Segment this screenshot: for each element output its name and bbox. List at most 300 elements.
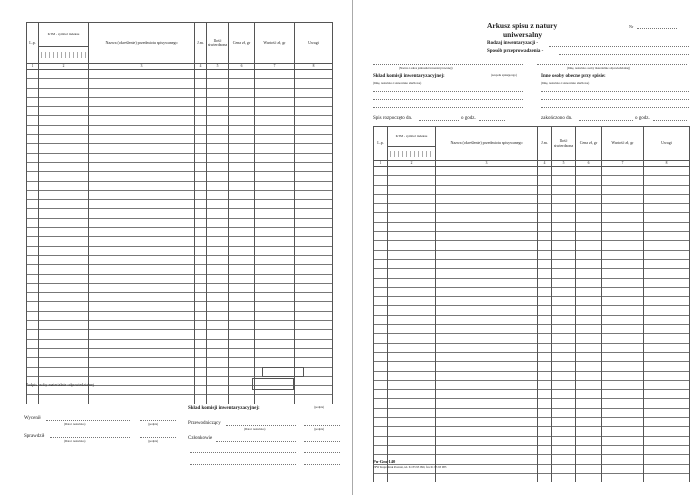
table-cell[interactable] — [89, 190, 195, 199]
table-cell[interactable] — [602, 269, 644, 278]
table-cell[interactable] — [207, 70, 229, 79]
table-cell[interactable] — [39, 358, 89, 367]
table-cell[interactable] — [195, 293, 207, 302]
rodzaj-line[interactable] — [549, 46, 689, 47]
table-cell[interactable] — [229, 302, 255, 311]
nr-line[interactable] — [637, 28, 677, 29]
table-cell[interactable] — [576, 167, 602, 176]
table-cell[interactable] — [374, 445, 388, 454]
table-cell[interactable] — [27, 358, 39, 367]
table-cell[interactable] — [207, 237, 229, 246]
table-cell[interactable] — [388, 222, 436, 231]
table-cell[interactable] — [255, 395, 295, 404]
table-cell[interactable] — [552, 418, 576, 427]
table-cell[interactable] — [436, 445, 538, 454]
table-cell[interactable] — [436, 250, 538, 259]
table-cell[interactable] — [27, 367, 39, 376]
sposob-line[interactable] — [559, 54, 689, 55]
table-cell[interactable] — [552, 334, 576, 343]
table-cell[interactable] — [229, 283, 255, 292]
table-cell[interactable] — [229, 367, 255, 376]
table-cell[interactable] — [602, 250, 644, 259]
table-cell[interactable] — [374, 204, 388, 213]
table-cell[interactable] — [374, 306, 388, 315]
table-cell[interactable] — [295, 339, 333, 348]
table-cell[interactable] — [602, 306, 644, 315]
table-cell[interactable] — [538, 185, 552, 194]
table-cell[interactable] — [27, 265, 39, 274]
table-cell[interactable] — [374, 399, 388, 408]
table-cell[interactable] — [39, 367, 89, 376]
table-cell[interactable] — [207, 339, 229, 348]
table-cell[interactable] — [644, 362, 690, 371]
table-cell[interactable] — [27, 209, 39, 218]
table-cell[interactable] — [552, 399, 576, 408]
table-cell[interactable] — [644, 445, 690, 454]
table-cell[interactable] — [255, 348, 295, 357]
table-cell[interactable] — [576, 362, 602, 371]
osoba-line[interactable] — [537, 64, 687, 65]
table-cell[interactable] — [295, 283, 333, 292]
table-cell[interactable] — [644, 287, 690, 296]
table-cell[interactable] — [552, 185, 576, 194]
table-cell[interactable] — [552, 287, 576, 296]
table-cell[interactable] — [39, 265, 89, 274]
table-cell[interactable] — [602, 315, 644, 324]
table-cell[interactable] — [195, 255, 207, 264]
table-cell[interactable] — [644, 241, 690, 250]
table-cell[interactable] — [195, 367, 207, 376]
table-cell[interactable] — [436, 176, 538, 185]
table-cell[interactable] — [39, 181, 89, 190]
table-cell[interactable] — [207, 125, 229, 134]
table-cell[interactable] — [207, 200, 229, 209]
table-cell[interactable] — [538, 194, 552, 203]
table-cell[interactable] — [89, 162, 195, 171]
table-cell[interactable] — [374, 241, 388, 250]
table-cell[interactable] — [388, 176, 436, 185]
table-cell[interactable] — [644, 380, 690, 389]
table-cell[interactable] — [195, 274, 207, 283]
table-cell[interactable] — [27, 218, 39, 227]
table-cell[interactable] — [538, 445, 552, 454]
table-cell[interactable] — [89, 172, 195, 181]
sklad-line-3[interactable] — [373, 107, 523, 108]
table-cell[interactable] — [602, 445, 644, 454]
table-cell[interactable] — [295, 237, 333, 246]
table-cell[interactable] — [295, 70, 333, 79]
table-cell[interactable] — [576, 464, 602, 473]
table-cell[interactable] — [255, 330, 295, 339]
table-cell[interactable] — [295, 376, 333, 385]
table-cell[interactable] — [576, 278, 602, 287]
table-cell[interactable] — [602, 455, 644, 464]
table-cell[interactable] — [255, 116, 295, 125]
table-cell[interactable] — [644, 427, 690, 436]
table-cell[interactable] — [229, 246, 255, 255]
start-godz-line[interactable] — [479, 120, 505, 121]
table-cell[interactable] — [295, 274, 333, 283]
table-cell[interactable] — [27, 153, 39, 162]
table-cell[interactable] — [552, 343, 576, 352]
table-cell[interactable] — [89, 348, 195, 357]
table-cell[interactable] — [602, 185, 644, 194]
table-cell[interactable] — [27, 190, 39, 199]
table-cell[interactable] — [576, 204, 602, 213]
table-cell[interactable] — [195, 246, 207, 255]
table-cell[interactable] — [388, 185, 436, 194]
table-cell[interactable] — [374, 213, 388, 222]
table-cell[interactable] — [207, 162, 229, 171]
table-cell[interactable] — [39, 395, 89, 404]
table-cell[interactable] — [538, 380, 552, 389]
table-cell[interactable] — [538, 464, 552, 473]
table-cell[interactable] — [602, 287, 644, 296]
table-cell[interactable] — [195, 70, 207, 79]
table-cell[interactable] — [374, 343, 388, 352]
table-cell[interactable] — [552, 436, 576, 445]
table-cell[interactable] — [388, 362, 436, 371]
table-cell[interactable] — [27, 200, 39, 209]
table-cell[interactable] — [644, 399, 690, 408]
table-cell[interactable] — [295, 107, 333, 116]
table-cell[interactable] — [576, 445, 602, 454]
table-cell[interactable] — [195, 79, 207, 88]
table-cell[interactable] — [576, 297, 602, 306]
table-cell[interactable] — [255, 88, 295, 97]
table-cell[interactable] — [89, 181, 195, 190]
table-cell[interactable] — [39, 237, 89, 246]
table-cell[interactable] — [89, 88, 195, 97]
table-cell[interactable] — [388, 325, 436, 334]
table-cell[interactable] — [255, 70, 295, 79]
table-cell[interactable] — [374, 418, 388, 427]
table-cell[interactable] — [374, 222, 388, 231]
inne-line-1[interactable] — [541, 91, 689, 92]
table-cell[interactable] — [295, 144, 333, 153]
table-cell[interactable] — [644, 176, 690, 185]
table-cell[interactable] — [602, 232, 644, 241]
table-cell[interactable] — [436, 232, 538, 241]
table-cell[interactable] — [195, 88, 207, 97]
table-cell[interactable] — [374, 269, 388, 278]
table-cell[interactable] — [255, 228, 295, 237]
table-cell[interactable] — [89, 125, 195, 134]
table-cell[interactable] — [295, 255, 333, 264]
table-cell[interactable] — [552, 297, 576, 306]
table-cell[interactable] — [436, 334, 538, 343]
table-cell[interactable] — [195, 358, 207, 367]
table-cell[interactable] — [644, 167, 690, 176]
table-cell[interactable] — [39, 125, 89, 134]
table-cell[interactable] — [255, 302, 295, 311]
table-cell[interactable] — [576, 352, 602, 361]
table-cell[interactable] — [207, 367, 229, 376]
table-cell[interactable] — [295, 395, 333, 404]
table-cell[interactable] — [602, 204, 644, 213]
table-cell[interactable] — [39, 107, 89, 116]
table-cell[interactable] — [576, 473, 602, 482]
table-cell[interactable] — [374, 232, 388, 241]
table-cell[interactable] — [552, 250, 576, 259]
table-cell[interactable] — [644, 194, 690, 203]
table-cell[interactable] — [207, 135, 229, 144]
table-cell[interactable] — [255, 283, 295, 292]
table-cell[interactable] — [602, 194, 644, 203]
table-cell[interactable] — [295, 209, 333, 218]
end-godz-line[interactable] — [653, 120, 687, 121]
table-cell[interactable] — [436, 473, 538, 482]
table-cell[interactable] — [576, 418, 602, 427]
table-cell[interactable] — [89, 339, 195, 348]
table-cell[interactable] — [552, 213, 576, 222]
table-cell[interactable] — [576, 287, 602, 296]
table-cell[interactable] — [602, 390, 644, 399]
table-cell[interactable] — [436, 204, 538, 213]
table-cell[interactable] — [295, 358, 333, 367]
table-cell[interactable] — [27, 274, 39, 283]
table-cell[interactable] — [255, 190, 295, 199]
table-cell[interactable] — [27, 311, 39, 320]
table-cell[interactable] — [207, 181, 229, 190]
table-cell[interactable] — [89, 79, 195, 88]
table-cell[interactable] — [229, 330, 255, 339]
wycenil-sign-line[interactable] — [140, 420, 176, 421]
table-cell[interactable] — [436, 371, 538, 380]
table-cell[interactable] — [255, 79, 295, 88]
table-cell[interactable] — [229, 339, 255, 348]
table-cell[interactable] — [229, 293, 255, 302]
table-cell[interactable] — [207, 274, 229, 283]
table-cell[interactable] — [89, 237, 195, 246]
table-cell[interactable] — [644, 390, 690, 399]
table-cell[interactable] — [89, 135, 195, 144]
table-cell[interactable] — [644, 371, 690, 380]
table-cell[interactable] — [552, 194, 576, 203]
table-cell[interactable] — [602, 259, 644, 268]
table-cell[interactable] — [552, 464, 576, 473]
table-cell[interactable] — [89, 311, 195, 320]
czlonkowie-line-2[interactable] — [190, 452, 296, 453]
table-cell[interactable] — [602, 222, 644, 231]
table-cell[interactable] — [538, 232, 552, 241]
table-cell[interactable] — [576, 427, 602, 436]
table-cell[interactable] — [255, 246, 295, 255]
table-cell[interactable] — [27, 116, 39, 125]
table-cell[interactable] — [436, 297, 538, 306]
table-cell[interactable] — [39, 172, 89, 181]
table-cell[interactable] — [295, 172, 333, 181]
table-cell[interactable] — [89, 274, 195, 283]
table-cell[interactable] — [602, 362, 644, 371]
table-cell[interactable] — [27, 162, 39, 171]
table-cell[interactable] — [436, 464, 538, 473]
table-cell[interactable] — [295, 218, 333, 227]
table-cell[interactable] — [195, 302, 207, 311]
table-cell[interactable] — [207, 283, 229, 292]
table-cell[interactable] — [207, 97, 229, 106]
table-cell[interactable] — [39, 246, 89, 255]
table-cell[interactable] — [295, 190, 333, 199]
table-cell[interactable] — [195, 386, 207, 395]
table-cell[interactable] — [644, 473, 690, 482]
table-cell[interactable] — [602, 464, 644, 473]
table-cell[interactable] — [576, 390, 602, 399]
table-cell[interactable] — [295, 135, 333, 144]
table-cell[interactable] — [229, 358, 255, 367]
table-cell[interactable] — [602, 213, 644, 222]
table-cell[interactable] — [374, 185, 388, 194]
table-cell[interactable] — [39, 311, 89, 320]
table-cell[interactable] — [89, 395, 195, 404]
table-cell[interactable] — [576, 343, 602, 352]
table-cell[interactable] — [27, 181, 39, 190]
table-cell[interactable] — [576, 334, 602, 343]
table-cell[interactable] — [195, 144, 207, 153]
table-cell[interactable] — [255, 311, 295, 320]
table-cell[interactable] — [255, 237, 295, 246]
table-cell[interactable] — [538, 399, 552, 408]
table-cell[interactable] — [436, 436, 538, 445]
table-cell[interactable] — [552, 325, 576, 334]
table-cell[interactable] — [602, 343, 644, 352]
table-cell[interactable] — [207, 255, 229, 264]
table-cell[interactable] — [644, 334, 690, 343]
table-cell[interactable] — [89, 386, 195, 395]
table-cell[interactable] — [207, 172, 229, 181]
table-cell[interactable] — [436, 399, 538, 408]
table-cell[interactable] — [436, 390, 538, 399]
table-cell[interactable] — [388, 204, 436, 213]
table-cell[interactable] — [89, 265, 195, 274]
table-cell[interactable] — [195, 339, 207, 348]
table-cell[interactable] — [538, 176, 552, 185]
table-cell[interactable] — [27, 97, 39, 106]
table-cell[interactable] — [295, 330, 333, 339]
table-cell[interactable] — [538, 167, 552, 176]
table-cell[interactable] — [195, 200, 207, 209]
table-cell[interactable] — [436, 213, 538, 222]
table-cell[interactable] — [195, 135, 207, 144]
inne-line-3[interactable] — [541, 107, 689, 108]
table-cell[interactable] — [229, 79, 255, 88]
table-cell[interactable] — [229, 218, 255, 227]
table-cell[interactable] — [207, 358, 229, 367]
table-cell[interactable] — [229, 181, 255, 190]
table-cell[interactable] — [436, 408, 538, 417]
table-cell[interactable] — [576, 315, 602, 324]
table-cell[interactable] — [195, 125, 207, 134]
table-cell[interactable] — [374, 315, 388, 324]
table-cell[interactable] — [552, 352, 576, 361]
table-cell[interactable] — [255, 97, 295, 106]
table-cell[interactable] — [39, 79, 89, 88]
table-cell[interactable] — [552, 278, 576, 287]
table-cell[interactable] — [644, 455, 690, 464]
table-cell[interactable] — [388, 408, 436, 417]
table-cell[interactable] — [576, 380, 602, 389]
table-cell[interactable] — [388, 473, 436, 482]
table-cell[interactable] — [89, 302, 195, 311]
table-cell[interactable] — [388, 427, 436, 436]
table-cell[interactable] — [644, 250, 690, 259]
table-cell[interactable] — [644, 278, 690, 287]
table-cell[interactable] — [207, 209, 229, 218]
table-cell[interactable] — [295, 79, 333, 88]
table-cell[interactable] — [538, 287, 552, 296]
table-cell[interactable] — [195, 395, 207, 404]
table-cell[interactable] — [436, 418, 538, 427]
table-cell[interactable] — [295, 125, 333, 134]
table-cell[interactable] — [388, 334, 436, 343]
table-cell[interactable] — [644, 352, 690, 361]
table-cell[interactable] — [644, 306, 690, 315]
table-cell[interactable] — [89, 330, 195, 339]
table-cell[interactable] — [255, 162, 295, 171]
czlonkowie-sign-1[interactable] — [304, 441, 340, 442]
table-cell[interactable] — [255, 255, 295, 264]
table-cell[interactable] — [552, 362, 576, 371]
table-cell[interactable] — [39, 255, 89, 264]
table-cell[interactable] — [644, 343, 690, 352]
table-cell[interactable] — [538, 250, 552, 259]
table-cell[interactable] — [89, 144, 195, 153]
table-cell[interactable] — [538, 352, 552, 361]
table-cell[interactable] — [207, 302, 229, 311]
table-cell[interactable] — [436, 362, 538, 371]
table-cell[interactable] — [538, 213, 552, 222]
table-cell[interactable] — [576, 399, 602, 408]
table-cell[interactable] — [27, 70, 39, 79]
table-cell[interactable] — [388, 399, 436, 408]
table-cell[interactable] — [39, 321, 89, 330]
table-cell[interactable] — [229, 153, 255, 162]
table-cell[interactable] — [255, 265, 295, 274]
table-cell[interactable] — [552, 232, 576, 241]
table-cell[interactable] — [195, 190, 207, 199]
table-cell[interactable] — [27, 246, 39, 255]
table-cell[interactable] — [195, 162, 207, 171]
table-cell[interactable] — [436, 167, 538, 176]
table-cell[interactable] — [436, 315, 538, 324]
table-cell[interactable] — [436, 185, 538, 194]
table-cell[interactable] — [39, 135, 89, 144]
table-cell[interactable] — [295, 348, 333, 357]
table-cell[interactable] — [39, 330, 89, 339]
table-cell[interactable] — [255, 153, 295, 162]
table-cell[interactable] — [576, 194, 602, 203]
table-cell[interactable] — [576, 250, 602, 259]
table-cell[interactable] — [538, 204, 552, 213]
table-cell[interactable] — [255, 181, 295, 190]
table-cell[interactable] — [295, 386, 333, 395]
table-cell[interactable] — [538, 390, 552, 399]
table-cell[interactable] — [255, 135, 295, 144]
table-cell[interactable] — [39, 209, 89, 218]
table-cell[interactable] — [27, 395, 39, 404]
table-cell[interactable] — [436, 241, 538, 250]
table-cell[interactable] — [27, 135, 39, 144]
przewodniczacy-line[interactable] — [226, 425, 296, 426]
table-cell[interactable] — [644, 436, 690, 445]
table-cell[interactable] — [255, 107, 295, 116]
table-cell[interactable] — [602, 325, 644, 334]
table-cell[interactable] — [602, 418, 644, 427]
table-cell[interactable] — [207, 330, 229, 339]
table-cell[interactable] — [295, 200, 333, 209]
table-cell[interactable] — [374, 325, 388, 334]
table-cell[interactable] — [27, 293, 39, 302]
